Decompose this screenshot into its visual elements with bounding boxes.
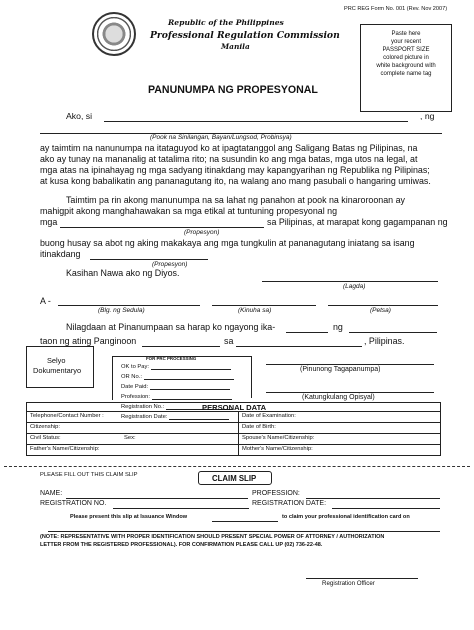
- personal-data-rule: [27, 433, 440, 434]
- ok-to-pay-label: OK to Pay:: [121, 364, 150, 370]
- civil-status-label[interactable]: Civil Status:: [30, 435, 61, 441]
- claim-date-line[interactable]: [48, 531, 440, 532]
- lagda-line[interactable]: [262, 281, 438, 282]
- petsa-caption: (Petsa): [370, 307, 391, 314]
- processing-left-border: [112, 356, 113, 400]
- profession-label: Profession:: [121, 394, 150, 400]
- dokumentaryo-label: Dokumentaryo: [33, 366, 82, 375]
- oath-line: at kusa kong babalikatin ang pananagutang ito, na walang ano mang pasubali o hangaring umiwas.: [40, 176, 431, 186]
- photo-text: complete name tag: [380, 71, 432, 77]
- header-prc: Professional Regulation Commission: [150, 30, 340, 41]
- sedula-caption: (Blg. ng Sedula): [98, 307, 145, 314]
- or-no-label: OR No.:: [121, 374, 142, 380]
- claim-profession-line[interactable]: [306, 498, 440, 499]
- propesyon-caption: (Propesyon): [184, 229, 220, 236]
- spouse-label[interactable]: Spouse's Name/Citizenship:: [242, 435, 315, 441]
- oath-line: ako ay tunay na mananalig at tatalima rito; na susundin ko ang mga batas, mga utos na legal, at: [40, 154, 418, 164]
- officer-line[interactable]: [306, 578, 418, 579]
- photo-text: colored picture in: [383, 55, 429, 61]
- propesyon-line[interactable]: [60, 227, 264, 228]
- note-line-1: (NOTE: REPRESENTATIVE WITH PROPER IDENTIFICATION SHOULD PRESENT SPECIAL POWER OF ATTORNEY / AUTHORIZATION: [40, 534, 385, 540]
- kinuha-line[interactable]: [212, 305, 316, 306]
- claim-reg-no-label: REGISTRATION NO.: [40, 500, 107, 507]
- photo-box: [360, 24, 452, 112]
- claim-reg-no-line[interactable]: [113, 508, 249, 509]
- claim-slip-title: CLAIM SLIP: [212, 474, 257, 483]
- selyo-box: [26, 346, 94, 388]
- birth-date-label[interactable]: Date of Birth:: [242, 424, 276, 430]
- oath-line: sa Pilipinas, at marapat kong gagampanan ng: [267, 217, 448, 227]
- pook-caption: (Pook na Sinilangan, Bayan/Lungsod, Probinsya): [150, 134, 292, 141]
- father-label[interactable]: Father's Name/Citizenship:: [30, 446, 100, 452]
- please-fill-label: PLEASE FILL OUT THIS CLAIM SLIP: [40, 472, 138, 478]
- sex-label[interactable]: Sex:: [124, 435, 136, 441]
- katungkulang-caption: (Katungkulang Opisyal): [302, 394, 375, 401]
- propesyon-line-2[interactable]: [90, 259, 208, 260]
- mother-label[interactable]: Mother's Name/Citizenship:: [242, 446, 313, 452]
- photo-text: PASSPORT SIZE: [382, 47, 430, 53]
- ika-line[interactable]: [286, 332, 328, 333]
- pinunong-caption: (Pinunong Tagapanumpa): [300, 366, 381, 373]
- ako-si-label: Ako, si: [66, 111, 93, 121]
- lagda-caption: (Lagda): [343, 283, 366, 290]
- cut-line: [4, 466, 470, 467]
- present-slip-text-2: to claim your professional identification card on: [282, 514, 410, 520]
- ng-label-2: ng: [333, 322, 343, 332]
- personal-data-rule: [27, 444, 440, 445]
- date-paid-field[interactable]: [121, 384, 230, 390]
- oath-line: Taimtim pa rin akong manunumpa na sa lahat ng panahon at pook na kinaroroonan ay: [66, 195, 405, 205]
- oath-line: mga atas na ipinahayag ng mga sadyang itinakdang may kapangyarihan ng Republika ng Pilipinas;: [40, 165, 430, 175]
- nilagdaan-text: Nilagdaan at Pinanumpaan sa harap ko ngayong ika-: [66, 322, 276, 332]
- month-line[interactable]: [349, 332, 437, 333]
- propesyon-caption-2: (Propesyon): [152, 261, 188, 268]
- prc-seal-icon: [92, 12, 136, 56]
- place-line[interactable]: [236, 346, 362, 347]
- kasihan-text: Kasihan Nawa ako ng Diyos.: [66, 268, 180, 278]
- pilipinas-label: , Pilipinas.: [364, 336, 405, 346]
- taon-text: taon ng ating Panginoon: [40, 336, 137, 346]
- note-line-2: LETTER FROM THE REGISTERED PROFESSIONAL). FOR CONFIRMATION PLEASE CALL UP (02) 736-22-48.: [40, 542, 323, 548]
- photo-text: your recent: [390, 39, 421, 45]
- claim-reg-date-line[interactable]: [332, 508, 440, 509]
- oath-line: mahigpit akong manghahawakan sa mga etikal at tuntuning propesyonal ng: [40, 206, 338, 216]
- photo-text: white background with: [376, 63, 436, 69]
- a-label: A -: [40, 296, 51, 306]
- claim-profession-label: PROFESSION:: [252, 490, 300, 497]
- oath-line: ay taimtim na nanunumpa na itataguyod ko at ipagtatanggol ang Saligang Batas ng Pilipinas, na: [40, 143, 418, 153]
- photo-text: Paste here: [391, 31, 421, 37]
- citizenship-label[interactable]: Citizenship:: [30, 424, 60, 430]
- header-manila: Manila: [221, 42, 250, 51]
- officer-label: Registration Officer: [322, 580, 375, 587]
- registration-no-label: Registration No.:: [121, 404, 165, 410]
- pinunong-line[interactable]: [266, 364, 434, 365]
- claim-name-line[interactable]: [66, 498, 248, 499]
- kinuha-caption: (Kinuha sa): [238, 307, 272, 314]
- year-line[interactable]: [142, 346, 220, 347]
- registration-date-label: Registration Date:: [121, 414, 168, 420]
- exam-date-label[interactable]: Date of Examination:: [242, 413, 296, 419]
- oath-line: itinakdang: [40, 249, 81, 259]
- sedula-line[interactable]: [58, 305, 200, 306]
- selyo-label: Selyo: [47, 356, 66, 365]
- or-no-field[interactable]: [121, 374, 234, 380]
- telephone-label[interactable]: Telephone/Contact Number :: [30, 413, 104, 419]
- window-line[interactable]: [212, 521, 278, 522]
- petsa-line[interactable]: [328, 305, 438, 306]
- sa-label: sa: [224, 336, 234, 346]
- header-republic: Republic of the Philippines: [168, 18, 284, 27]
- processing-title: FOR PRC PROCESSING: [146, 356, 197, 361]
- oath-line: mga: [40, 217, 58, 227]
- oath-line: buong husay sa abot ng aking makakaya ang mga tungkulin at pananagutang iniatang sa isang: [40, 238, 415, 248]
- page-title: PANUNUMPA NG PROPESYONAL: [148, 84, 318, 96]
- katungkulang-line[interactable]: [266, 392, 434, 393]
- personal-data-title: PERSONAL DATA: [202, 403, 267, 412]
- form-number: PRC REG Form No. 001 (Rev. Nov 2007): [344, 6, 448, 12]
- personal-data-divider: [238, 411, 239, 455]
- ok-to-pay-field[interactable]: [121, 364, 231, 370]
- date-paid-label: Date Paid:: [121, 384, 149, 390]
- name-line[interactable]: [104, 121, 408, 122]
- name-label: NAME:: [40, 490, 63, 497]
- present-slip-text: Please present this slip at Issuance Window: [70, 514, 188, 520]
- personal-data-rule: [27, 422, 440, 423]
- ng-label: , ng: [420, 111, 435, 121]
- claim-reg-date-label: REGISTRATION DATE:: [252, 500, 327, 507]
- profession-field[interactable]: [121, 394, 232, 400]
- claim-slip-title-box: [198, 471, 272, 485]
